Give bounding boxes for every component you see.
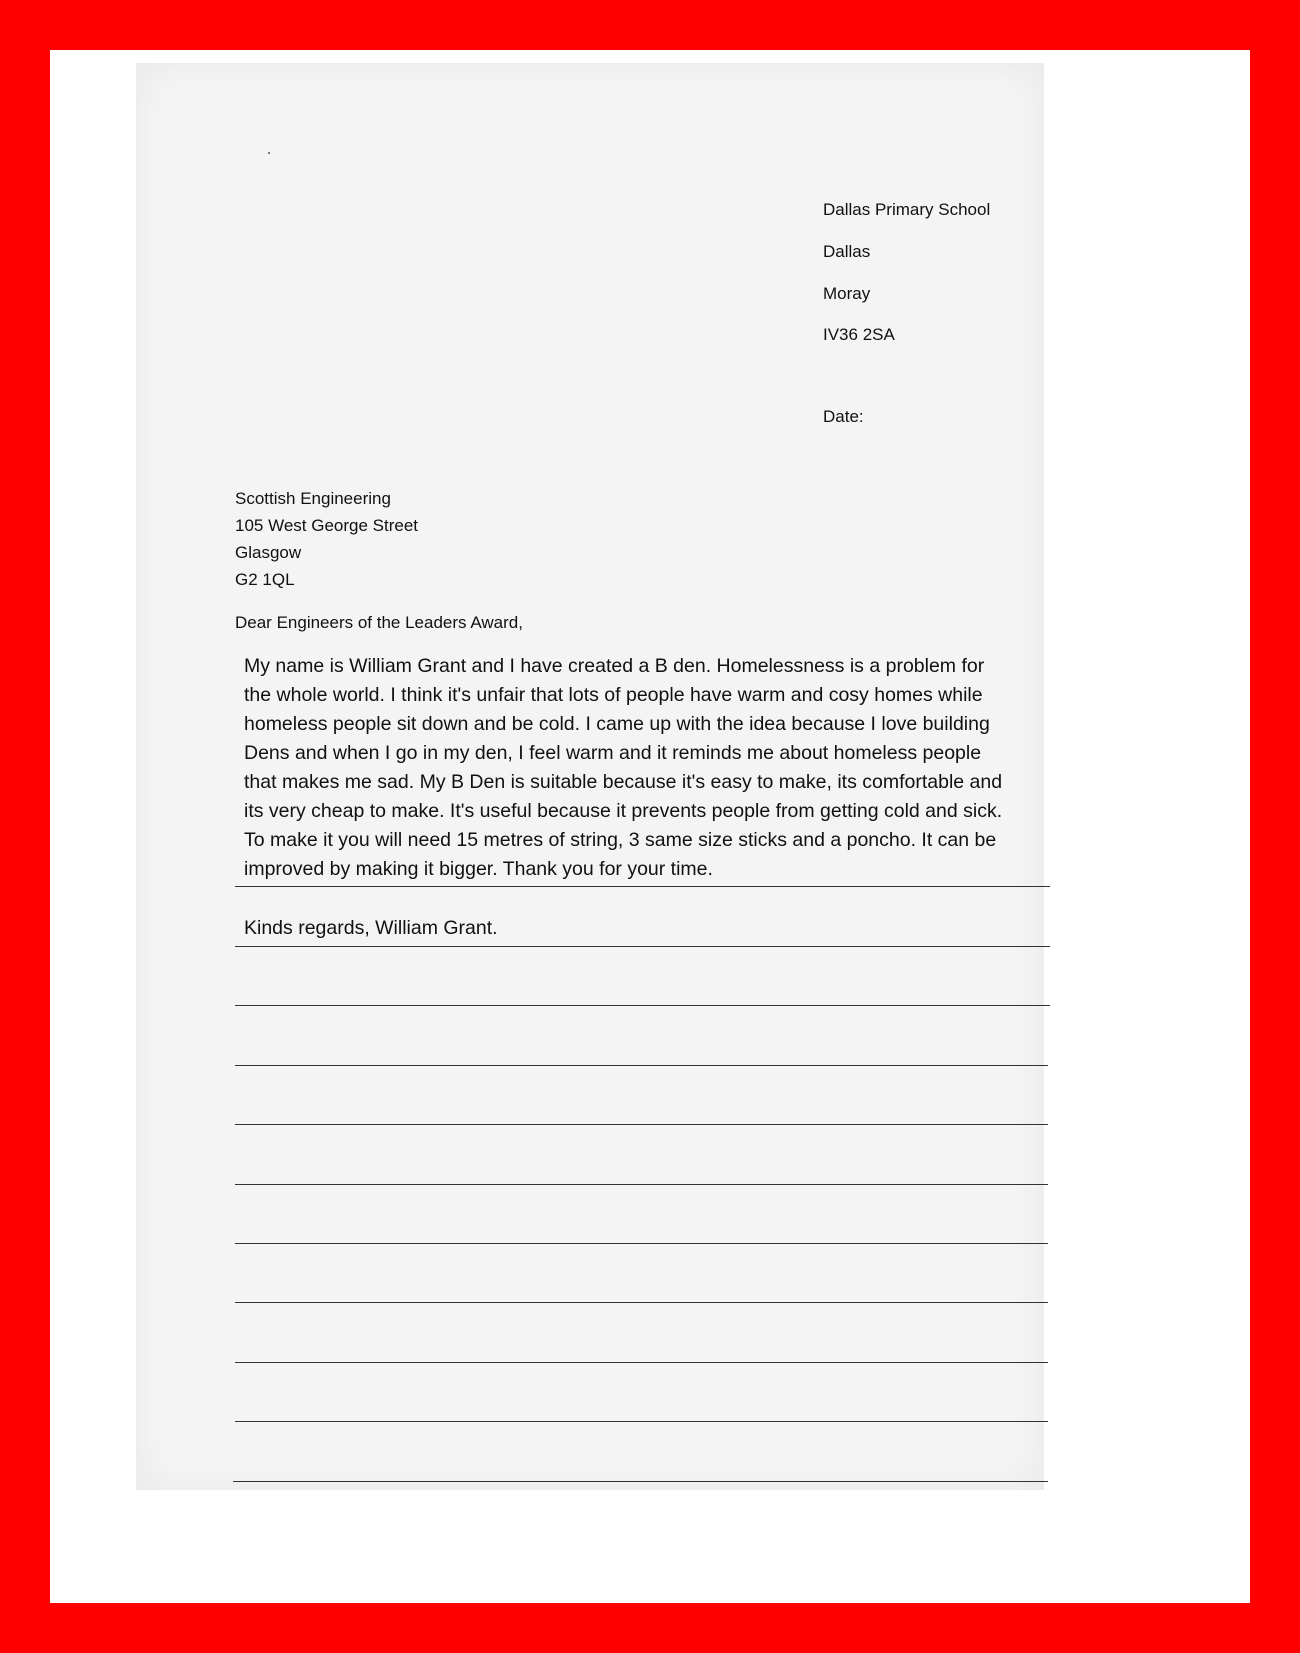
body-line: that makes me sad. My B Den is suitable because it's easy to make, its comfortable and (244, 771, 1003, 793)
salutation: Dear Engineers of the Leaders Award, (235, 613, 523, 632)
body-line: the whole world. I think it's unfair that lots of people have warm and cosy homes while (244, 684, 983, 706)
writing-rule (235, 886, 1050, 887)
writing-rule (233, 1481, 1048, 1482)
sender-county: Moray (823, 284, 871, 303)
recipient-postcode: G2 1QL (235, 570, 295, 589)
paper-speck (268, 152, 270, 154)
sender-town: Dallas (823, 242, 871, 261)
writing-rule (235, 1243, 1048, 1244)
recipient-street: 105 West George Street (235, 516, 419, 535)
body-line: My name is William Grant and I have created a B den. Homelessness is a problem for (244, 655, 985, 677)
recipient-name: Scottish Engineering (235, 489, 391, 508)
sender-school: Dallas Primary School (823, 200, 991, 219)
body-line: To make it you will need 15 metres of string, 3 same size sticks and a poncho. It can be (244, 829, 997, 851)
writing-rule (235, 1362, 1048, 1363)
writing-rule (235, 1302, 1048, 1303)
recipient-city: Glasgow (235, 543, 302, 562)
body-line: its very cheap to make. It's useful because it prevents people from getting cold and sick. (244, 800, 1003, 822)
writing-rule (235, 946, 1050, 947)
writing-rule (235, 1421, 1048, 1422)
writing-rule (235, 1124, 1048, 1125)
body-line: homeless people sit down and be cold. I came up with the idea because I love building (244, 713, 990, 735)
date-label: Date: (823, 407, 864, 426)
writing-rule (235, 1184, 1048, 1185)
writing-rule (235, 1005, 1050, 1006)
sign-off: Kinds regards, William Grant. (244, 917, 498, 939)
sender-postcode: IV36 2SA (823, 325, 895, 344)
writing-rule (235, 1065, 1048, 1066)
body-line: improved by making it bigger. Thank you for your time. (244, 858, 713, 880)
body-line: Dens and when I go in my den, I feel warm and it reminds me about homeless people (244, 742, 982, 764)
